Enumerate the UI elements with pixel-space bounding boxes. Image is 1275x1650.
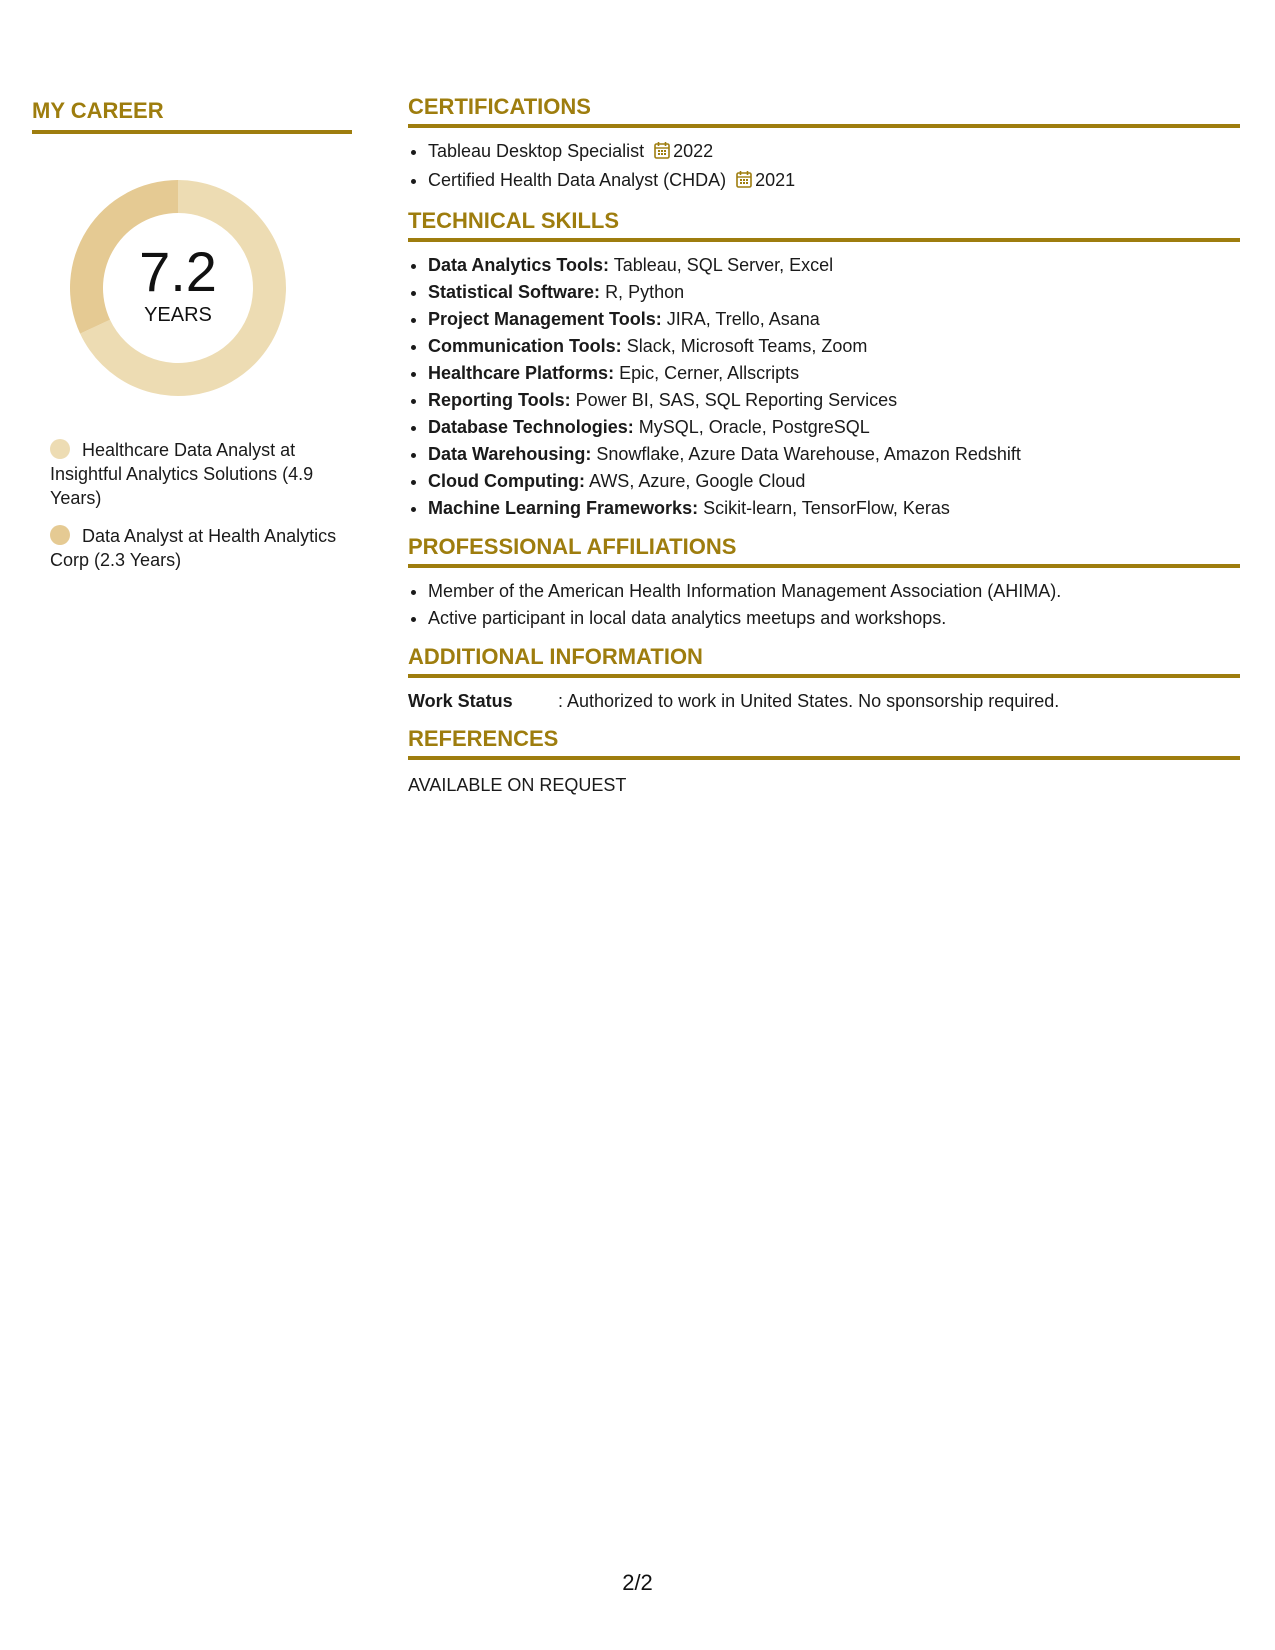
skills-list: [408, 252, 1240, 522]
certifications-heading: CERTIFICATIONS: [408, 94, 1240, 128]
work-status-label: Work Status: [408, 691, 513, 711]
skill-item: [428, 387, 1240, 414]
skill-item: [428, 252, 1240, 279]
references-section: [408, 726, 1240, 798]
certification-item: [428, 167, 1240, 196]
skill-value: Tableau, SQL Server, Excel: [613, 255, 834, 275]
skill-value: JIRA, Trello, Asana: [666, 309, 820, 329]
certification-item: [428, 138, 1240, 167]
skill-label: Database Technologies:: [428, 417, 634, 437]
skill-item: [428, 441, 1240, 468]
legend-item: [50, 524, 340, 572]
skills-section: [408, 208, 1240, 522]
affiliations-list: [408, 578, 1240, 632]
affiliation-item: • Active participant in local data analytics meetups and workshops.: [428, 605, 1240, 632]
skill-label: Healthcare Platforms:: [428, 363, 615, 383]
skill-label: Data Analytics Tools:: [428, 255, 610, 275]
skill-item: [428, 468, 1240, 495]
legend-dot: [50, 525, 70, 545]
calendar-icon: [654, 140, 670, 167]
main-column: [408, 94, 1240, 810]
skill-value: MySQL, Oracle, PostgreSQL: [638, 417, 870, 437]
work-status-value: : Authorized to work in United States. No sponsorship required.: [558, 691, 1060, 711]
legend-dot: [50, 439, 70, 459]
legend-label: Healthcare Data Analyst at Insightful Analytics Solutions (4.9 Years): [50, 440, 314, 508]
skill-item: [428, 495, 1240, 522]
page-number: 2/2: [622, 1570, 653, 1595]
legend-item: [50, 438, 340, 510]
skill-item: [428, 333, 1240, 360]
legend-label: Data Analyst at Health Analytics Corp (2.3 Years): [50, 526, 337, 570]
certification-name: Tableau Desktop Specialist: [428, 141, 645, 161]
donut-center: [66, 176, 290, 400]
skill-item: [428, 360, 1240, 387]
skill-value: Slack, Microsoft Teams, Zoom: [626, 336, 868, 356]
affiliations-heading: PROFESSIONAL AFFILIATIONS: [408, 534, 1240, 568]
work-status-row: [408, 688, 1240, 714]
career-heading: MY CAREER: [32, 98, 352, 134]
additional-info-heading: ADDITIONAL INFORMATION: [408, 644, 1240, 678]
additional-info-section: [408, 644, 1240, 714]
calendar-icon: [736, 169, 752, 196]
skill-value: AWS, Azure, Google Cloud: [588, 471, 806, 491]
affiliations-section: [408, 534, 1240, 632]
references-heading: REFERENCES: [408, 726, 1240, 760]
skill-item: [428, 306, 1240, 333]
certifications-section: [408, 94, 1240, 196]
skill-value: R, Python: [605, 282, 685, 302]
career-column: [32, 98, 352, 570]
skill-label: Machine Learning Frameworks:: [428, 498, 699, 518]
career-donut-chart: [66, 176, 290, 400]
skill-value: Power BI, SAS, SQL Reporting Services: [575, 390, 898, 410]
skill-label: Communication Tools:: [428, 336, 622, 356]
skill-label: Cloud Computing:: [428, 471, 585, 491]
career-legend: [50, 438, 340, 586]
skill-value: Scikit-learn, TensorFlow, Keras: [703, 498, 950, 518]
total-years-value: 7.2: [139, 239, 217, 303]
skill-label: Data Warehousing:: [428, 444, 592, 464]
skill-item: [428, 414, 1240, 441]
skill-label: Reporting Tools:: [428, 390, 571, 410]
skill-label: Statistical Software:: [428, 282, 601, 302]
skill-label: Project Management Tools:: [428, 309, 662, 329]
skill-value: Epic, Cerner, Allscripts: [619, 363, 800, 383]
certification-year: 2022: [673, 141, 714, 161]
affiliation-item: • Member of the American Health Information Management Association (AHIMA).: [428, 578, 1240, 605]
skills-heading: TECHNICAL SKILLS: [408, 208, 1240, 242]
skill-item: [428, 279, 1240, 306]
certification-name: Certified Health Data Analyst (CHDA): [428, 170, 727, 190]
total-years-unit: YEARS: [144, 303, 212, 326]
references-text: AVAILABLE ON REQUEST: [408, 775, 627, 795]
certifications-list: [408, 138, 1240, 196]
skill-value: Snowflake, Azure Data Warehouse, Amazon Redshift: [596, 444, 1021, 464]
certification-year: 2021: [755, 170, 796, 190]
